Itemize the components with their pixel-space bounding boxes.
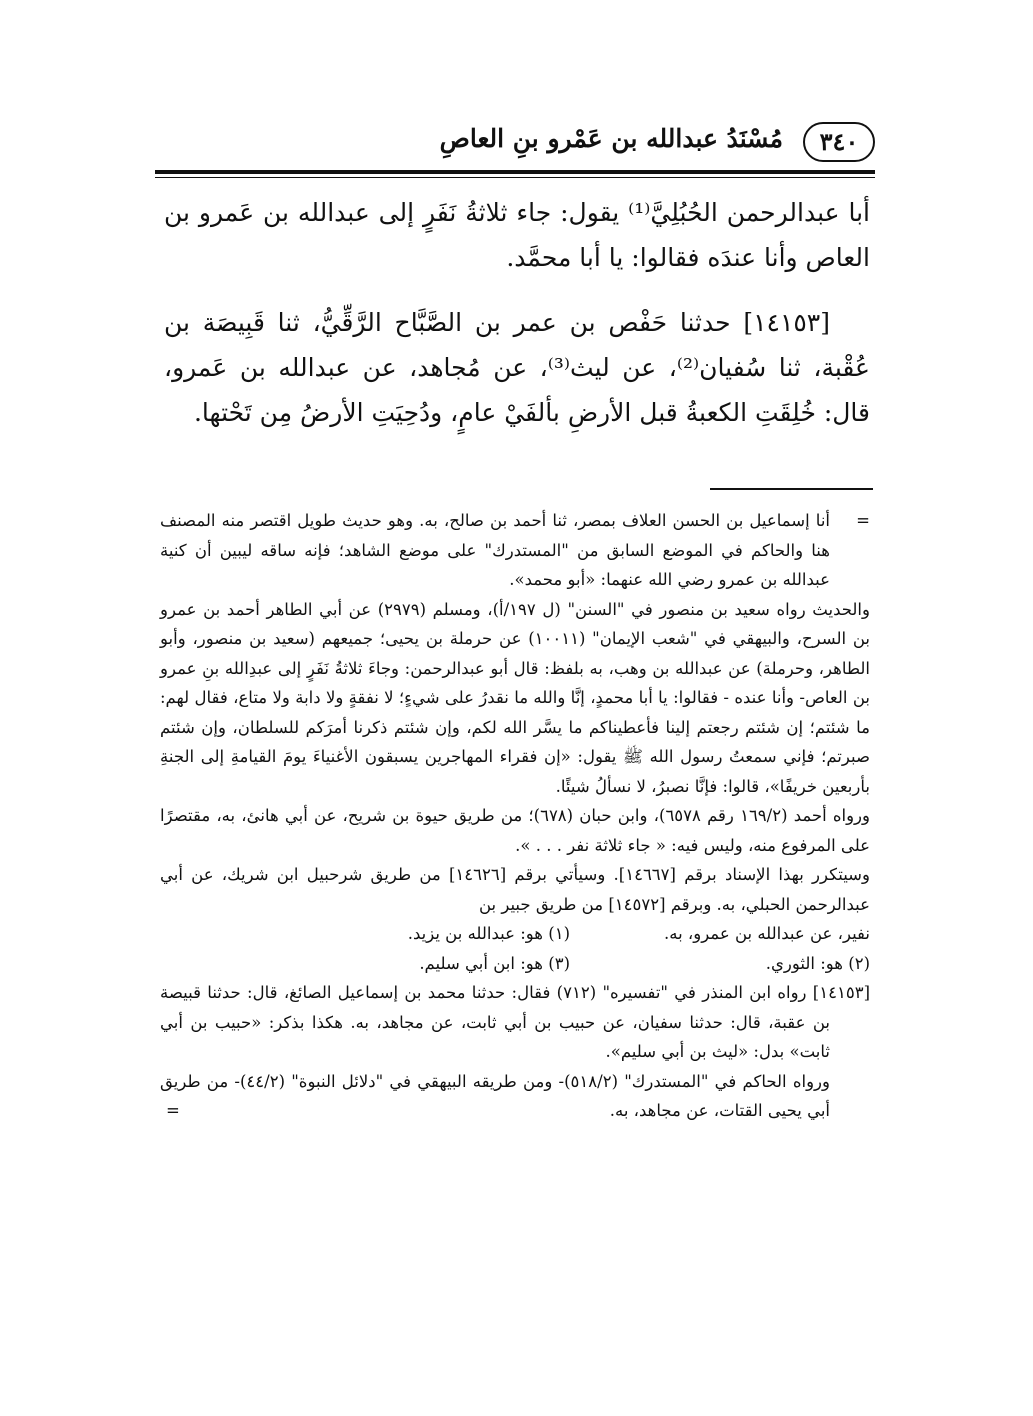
main-text	[164, 190, 870, 435]
footnote-1: (١) هو: عبدالله بن يزيد.	[407, 924, 570, 943]
footnote-paragraph: وسيتكرر بهذا الإسناد برقم [١٤٦٦٧]. وسيأتي برقم [١٤٦٢٦] من طريق شرحبيل ابن شريك، عن أبي عبدالرحمن الحبلي، به. وبرقم [١٤٥٧٢] من طريق جبير بن	[160, 865, 870, 914]
main-paragraph-continuation: أبا عبدالرحمن الحُبُلِيَّ⁽¹⁾ يقول: جاء ثلاثةُ نَفَرٍ إلى عبدالله بن عَمرو بن العاص وأنا عندَه فقالوا: يا أبا محمَّد.	[164, 198, 870, 272]
continuation-marker: =	[856, 511, 870, 530]
footnote-end-line	[160, 1096, 870, 1126]
running-title: مُسْنَدُ عبدالله بن عَمْرو بنِ العاصِ	[439, 124, 783, 153]
footnote-hadith-ref: [١٤١٥٣] رواه ابن المنذر في "تفسيره" (٧١٢) فقال: حدثنا محمد بن إسماعيل الصائغ، قال: حدثنا قبيصة بن عقبة، قال: حدثنا سفيان، عن حبيب بن أبي ثابت، عن مجاهد، به. هكذا بذكر: «حبيب بن أبي ثابت» بدل: «ليث بن أبي سليم».	[160, 983, 870, 1061]
header-rule-thin	[155, 177, 875, 178]
page-header	[150, 118, 875, 168]
footnotes	[160, 506, 870, 1126]
footnote-paragraph: ورواه الحاكم في "المستدرك" (٥١٨/٢)- ومن طريقه البيهقي في "دلائل النبوة" (٤٤/٢)- من طريق أبي يحيى القتات، عن مجاهد، به.	[160, 1071, 830, 1120]
footnote-2: (٢) هو: الثوري.	[765, 953, 870, 973]
hadith-14153: [١٤١٥٣] حدثنا حَفْص بن عمر بن الصَّبَّاح الرَّقِّيُّ، ثنا قَبِيصَة بن عُقْبة، ثنا سُفيان⁽²⁾، عن ليث⁽³⁾، عن مُجاهد، عن عبدالله بن عَمرو، قال: خُلِقَتِ الكعبةُ قبل الأرضِ بألفَيْ عامٍ، ودُحِيَتِ الأرضُ مِن تَحْتها.	[164, 308, 870, 427]
footnote-line	[160, 949, 870, 979]
end-continuation-marker: =	[166, 1101, 180, 1120]
footnote-continuation	[160, 506, 870, 595]
footnote-paragraph: والحديث رواه سعيد بن منصور في "السنن" (ل ١٩٧/أ)، ومسلم (٢٩٧٩) عن أبي الطاهر أحمد بن عمرو بن السرح، والبيهقي في "شعب الإيمان" (١٠٠١١) عن حرملة بن يحيى؛ جميعهم (سعيد بن منصور، وأبو الطاهر، وحرملة) عن عبدالله بن وهب، به بلفظ: قال أبو عبدالرحمن: وجاءَ ثلاثةُ نَفَرٍ إلى عبدِالله بنِ عمرو بن العاص- وأنا عنده - فقالوا: يا أبا محمدٍ، إنَّا والله ما نقدرُ على شيءٍ؛ لا نفقةٍ ولا دابة ولا متاع، فقال لهم: ما شئتم؛ إن شئتم رجعتم إلينا فأعطيناكم ما يسَّر الله لكم، وإن شئتم ذكرنا أمرَكم للسلطان، وإن شئتم صبرتم؛ فإني سمعتُ رسول الله ﷺ يقول: «إن فقراء المهاجرين يسبقون الأغنياءَ يومَ القيامةِ إلى الجنةِ بأربعين خريفًا»، قالوا: فإنَّا نصبرُ، لا نسألُ شيئًا.	[160, 599, 870, 796]
footnote-3: (٣) هو: ابن أبي سليم.	[419, 953, 570, 973]
footnote-separator	[710, 488, 873, 490]
footnote-tail: نفير، عن عبدالله بن عمرو، به.	[663, 924, 870, 943]
continuation-text: أنا إسماعيل بن الحسن العلاف بمصر، ثنا أحمد بن صالح، به. وهو حديث طويل اقتصر منه المصنف هنا والحاكم في الموضع السابق من "المستدرك" على موضع الشاهد؛ فإنه ساقه ليبين أن كنية عبدالله بن عمرو رضي الله عنهما: «أبو محمد».	[160, 511, 830, 589]
page-number: ٣٤٠	[803, 122, 875, 162]
footnote-paragraph: ورواه أحمد (١٦٩/٢ رقم ٦٥٧٨)، وابن حبان (٦٧٨)؛ من طريق حيوة بن شريح، عن أبي هانئ، به، مقتصرًا على المرفوع منه، وليس فيه: « جاء ثلاثة نفر . . . ».	[160, 806, 870, 855]
footnote-line	[160, 919, 870, 949]
header-rule-thick	[155, 170, 875, 174]
